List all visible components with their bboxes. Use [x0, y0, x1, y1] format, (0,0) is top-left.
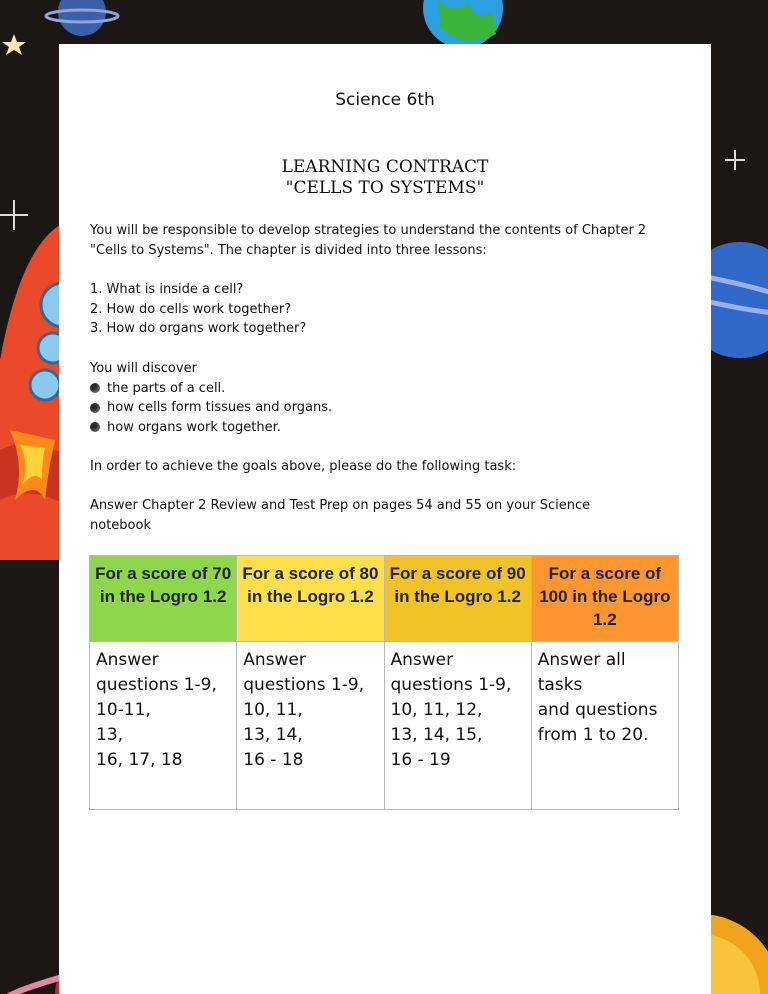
title-line-1: LEARNING CONTRACT [281, 157, 489, 177]
star-icon [2, 34, 26, 55]
subject-heading: Science 6th [335, 90, 435, 110]
intro-line-2: "Cells to Systems". The chapter is divided into three lessons: [90, 242, 487, 258]
score-header-100: For a score of 100 in the Logro 1.2 [531, 556, 678, 642]
lesson-item: 2. How do cells work together? [90, 301, 292, 317]
bullet-icon [90, 383, 100, 393]
task-instructions [90, 496, 690, 535]
discover-section [90, 359, 690, 437]
discover-item: how cells form tissues and organs. [90, 398, 690, 418]
contract-title [59, 157, 711, 199]
score-table [89, 555, 679, 810]
score-header-row [90, 556, 679, 642]
intro-line-1: You will be responsible to develop strategies to understand the contents of Chapter 2 [90, 223, 647, 238]
task-cell-90: Answer questions 1-9, 10, 11, 12, 13, 14, 15, 16 - 19 [384, 642, 531, 810]
bullet-icon [90, 403, 100, 413]
score-header-90: For a score of 90 in the Logro 1.2 [384, 556, 531, 642]
lesson-item: 1. What is inside a cell? [90, 282, 244, 297]
discover-item: the parts of a cell. [90, 379, 690, 399]
lesson-item: 3. How do organs work together? [90, 321, 307, 336]
discover-heading: You will discover [90, 361, 197, 376]
score-header-80: For a score of 80 in the Logro 1.2 [237, 556, 384, 642]
task-cell-70: Answer questions 1-9, 10-11, 13, 16, 17, 18 [90, 642, 237, 810]
score-header-70: For a score of 70 in the Logro 1.2 [90, 556, 237, 642]
task-cell-100: Answer all tasks and questions from 1 to 20. [531, 642, 678, 810]
bullet-icon [90, 422, 100, 432]
lessons-list [90, 280, 690, 339]
task-intro: In order to achieve the goals above, please do the following task: [90, 459, 517, 474]
planet-top-left-icon [46, 0, 118, 36]
discover-item: how organs work together. [90, 418, 690, 438]
intro-paragraph [90, 221, 690, 260]
task-line-2: notebook [90, 517, 151, 533]
score-task-row [90, 642, 679, 810]
task-cell-80: Answer questions 1-9, 10, 11, 13, 14, 16 - 18 [237, 642, 384, 810]
task-line-1: Answer Chapter 2 Review and Test Prep on pages 54 and 55 on your Science [90, 498, 591, 513]
title-line-2: "CELLS TO SYSTEMS" [285, 178, 485, 198]
earth-planet-icon [423, 0, 503, 48]
